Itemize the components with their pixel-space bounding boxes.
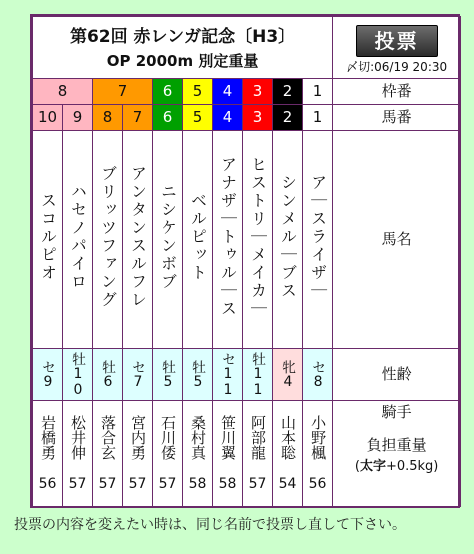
sex-age-cell [243, 349, 273, 401]
jockey-cell [33, 401, 63, 507]
weight-note-bold: 太字 [359, 459, 386, 474]
horse-name: ア｜スライザ｜ [308, 174, 328, 300]
horse-name-cell[interactable] [153, 131, 183, 349]
jockey-label: 騎手 [381, 403, 412, 421]
jockey-name: 笹川翼 [219, 414, 237, 460]
race-info [33, 17, 333, 79]
sex-age-cell [213, 349, 243, 401]
weight-note-suffix: +0.5kg) [385, 459, 439, 474]
weight-note-prefix: ( [354, 459, 360, 474]
weight-value: 56 [38, 476, 57, 492]
horse-name-row [33, 131, 461, 349]
sex-age: 牡5 [160, 359, 176, 390]
weight-value: 58 [218, 476, 237, 492]
jockey-name: 山本聡 [279, 414, 297, 460]
weight-value: 58 [188, 476, 207, 492]
jockey-name: 宮内勇 [129, 414, 147, 460]
sex-age: 牡11 [250, 351, 266, 398]
sex-age-cell [123, 349, 153, 401]
horse-name: ヒストリ｜メイカ｜ [248, 156, 268, 318]
sex-age: 牡5 [190, 359, 206, 390]
umaban-cell: 8 [93, 105, 123, 131]
horse-name-cell[interactable] [183, 131, 213, 349]
jockey-row [33, 401, 461, 507]
umaban-cell: 6 [153, 105, 183, 131]
sex-age: セ7 [130, 359, 146, 390]
sex-age-cell [33, 349, 63, 401]
jockey-name: 落合玄 [99, 414, 117, 460]
umaban-cell: 9 [63, 105, 93, 131]
horse-name: ニシケンボブ [158, 183, 178, 291]
jockey-cell [273, 401, 303, 507]
sex-age-cell [303, 349, 333, 401]
waku-label: 枠番 [333, 79, 461, 105]
horse-name-cell[interactable] [123, 131, 153, 349]
jockey-cell [243, 401, 273, 507]
horse-name: アンタンスルフレ [128, 165, 148, 309]
sex-age-cell [153, 349, 183, 401]
waku-cell: 5 [183, 79, 213, 105]
weight-value: 57 [68, 476, 87, 492]
horse-name-cell[interactable] [213, 131, 243, 349]
jockey-name: 小野楓 [309, 414, 328, 460]
waku-cell: 6 [153, 79, 183, 105]
weight-value: 56 [308, 476, 327, 492]
jockey-cell [303, 401, 333, 507]
sex-age-cell [183, 349, 213, 401]
header-row [33, 17, 461, 79]
waku-row [33, 79, 461, 105]
waku-cell: 7 [93, 79, 153, 105]
horse-name-cell[interactable] [243, 131, 273, 349]
umaban-cell: 3 [243, 105, 273, 131]
sex-age-cell [63, 349, 93, 401]
footnote: 投票の内容を変えたい時は、同じ名前で投票し直して下さい。 [14, 517, 406, 533]
horse-name-label: 馬名 [333, 131, 461, 349]
umaban-cell: 7 [123, 105, 153, 131]
sex-age-cell [93, 349, 123, 401]
horse-name: シンメル｜ブス [278, 174, 298, 300]
horse-name: ハセノパイロ [68, 183, 88, 291]
jockey-cell [183, 401, 213, 507]
sex-age: セ8 [310, 359, 327, 390]
vote-button[interactable]: 投票 [356, 25, 438, 57]
horse-name-cell[interactable] [33, 131, 63, 349]
umaban-cell: 1 [303, 105, 333, 131]
sex-age: 牡6 [100, 359, 116, 390]
umaban-cell: 4 [213, 105, 243, 131]
jockey-name: 松井伸 [69, 414, 87, 460]
waku-cell: 3 [243, 79, 273, 105]
waku-cell: 8 [33, 79, 93, 105]
race-title: 第62回 赤レンガ記念〔H3〕 [69, 26, 296, 47]
race-table [32, 16, 461, 507]
horse-name-cell[interactable] [93, 131, 123, 349]
horse-name: ブリッツファング [98, 165, 118, 309]
jockey-weight-labels [333, 401, 461, 507]
sex-age-label: 性齢 [333, 349, 461, 401]
waku-cell: 4 [213, 79, 243, 105]
sex-age: セ11 [220, 351, 236, 398]
jockey-cell [93, 401, 123, 507]
sex-age-cell [273, 349, 303, 401]
umaban-cell: 2 [273, 105, 303, 131]
umaban-cell: 5 [183, 105, 213, 131]
jockey-name: 石川倭 [159, 414, 177, 460]
sex-age: セ9 [40, 359, 56, 390]
umaban-cell: 10 [33, 105, 63, 131]
jockey-name: 岩橋勇 [39, 414, 57, 460]
sex-age-row [33, 349, 461, 401]
horse-name-cell[interactable] [273, 131, 303, 349]
umaban-label: 馬番 [333, 105, 461, 131]
horse-name: ベルピット [188, 192, 208, 282]
weight-value: 57 [98, 476, 117, 492]
jockey-name: 桑村真 [189, 414, 207, 460]
weight-value: 57 [128, 476, 147, 492]
sex-age: 牝4 [280, 359, 296, 390]
race-subtitle: OP 2000m 別定重量 [106, 51, 259, 70]
jockey-cell [63, 401, 93, 507]
weight-note [333, 460, 460, 473]
vote-cell [333, 17, 461, 79]
deadline-text: 〆切:06/19 20:30 [346, 59, 448, 74]
race-card [30, 14, 460, 508]
horse-name: スコルピオ [38, 192, 58, 282]
sex-age: 牡10 [70, 351, 86, 398]
weight-value: 57 [248, 476, 267, 492]
umaban-row [33, 105, 461, 131]
weight-title: 負担重量 [366, 436, 427, 454]
weight-value: 57 [158, 476, 177, 492]
jockey-cell [213, 401, 243, 507]
horse-name: アナザ｜トゥル｜ス [218, 156, 238, 318]
waku-cell: 1 [303, 79, 333, 105]
horse-name-cell[interactable] [63, 131, 93, 349]
horse-name-cell[interactable] [303, 131, 333, 349]
jockey-cell [153, 401, 183, 507]
weight-value: 54 [278, 476, 297, 492]
jockey-name: 阿部龍 [249, 414, 267, 460]
jockey-cell [123, 401, 153, 507]
waku-cell: 2 [273, 79, 303, 105]
